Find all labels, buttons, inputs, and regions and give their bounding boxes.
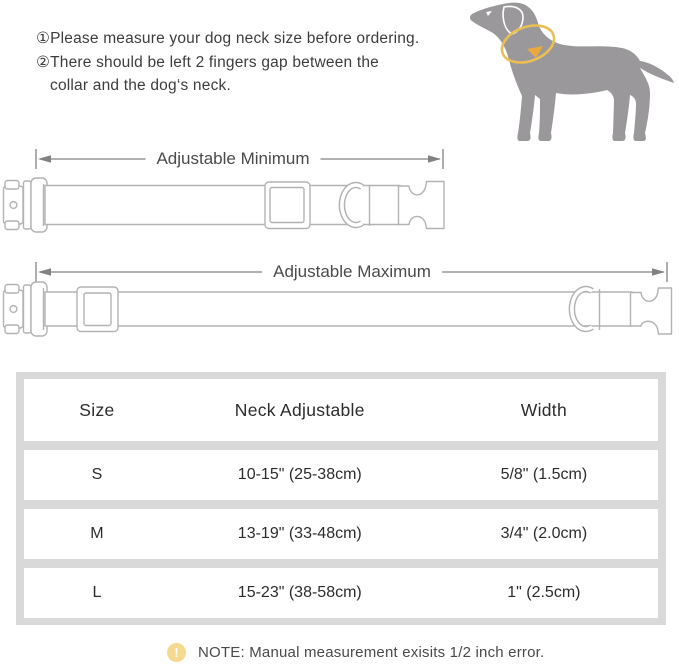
buckle-female-icon [631,288,672,334]
width-value: 3/4" (2.0cm) [500,525,588,542]
size-table-header-row [24,379,658,441]
buckle-female-icon [399,182,445,229]
table-row-m [24,509,658,559]
width-value: 5/8" (1.5cm) [500,466,588,483]
neck-value: 10-15" (25-38cm) [237,466,362,483]
triglide-slider-icon [77,287,118,332]
neck-value: 15-23" (38-58cm) [237,584,362,601]
collar-strap [45,292,632,326]
column-header-neck-adjustable: Neck Adjustable [234,399,365,420]
column-header-size: Size [79,399,115,420]
adjustable-maximum-label: Adjustable Maximum [262,262,442,282]
column-header-width: Width [520,399,567,420]
instruction-1: ①Please measure your dog neck size before ordering. [36,30,420,47]
triglide-slider-icon [265,182,310,229]
buckle-male-icon [4,181,32,230]
measurement-note [167,643,544,662]
exclamation-icon: ! [167,643,186,662]
measuring-instructions [36,27,419,98]
width-value: 1" (2.5cm) [507,584,581,601]
buckle-male-icon [4,285,32,334]
size-table [16,372,666,625]
dog-silhouette [470,3,674,141]
instruction-2: ②There should be left 2 fingers gap between the [36,53,379,71]
size-value: M [90,525,104,542]
note-text: NOTE: Manual measurement exisits 1/2 inch error. [198,644,545,661]
adjustable-minimum-label: Adjustable Minimum [145,149,320,169]
size-value: L [92,584,102,601]
neck-value: 13-19" (33-48cm) [237,525,362,542]
table-row-s [24,450,658,500]
table-row-l [24,568,658,618]
size-value: S [91,466,103,483]
dog-illustration [465,0,679,165]
instruction-2-continued: collar and the dog‘s neck. [50,77,231,94]
